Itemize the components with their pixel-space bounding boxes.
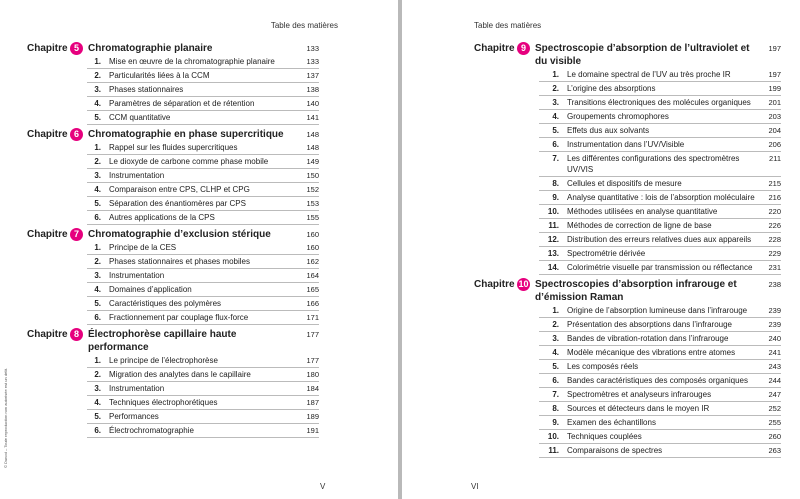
section-page-number: 153: [306, 199, 319, 208]
section-entry: [539, 219, 781, 233]
chapter-heading: [27, 228, 319, 241]
section-title: Instrumentation: [109, 271, 165, 280]
section-page-number: 215: [768, 179, 781, 188]
chapter-page-number: 197: [768, 44, 781, 53]
section-page-number: 162: [306, 257, 319, 266]
section-page-number: 133: [306, 57, 319, 66]
section-entry: [539, 96, 781, 110]
chapter-page-number: 133: [306, 44, 319, 53]
section-number: 5.: [94, 299, 101, 308]
section-page-number: 201: [768, 98, 781, 107]
section-page-number: 177: [306, 356, 319, 365]
section-entry: [87, 368, 319, 382]
section-entry: [539, 233, 781, 247]
section-title: Le principe de l’électrophorèse: [109, 356, 218, 365]
section-entry: [87, 183, 319, 197]
section-entry: [539, 247, 781, 261]
section-page-number: 247: [768, 390, 781, 399]
section-number: 3.: [94, 384, 101, 393]
section-entry: [87, 141, 319, 155]
section-number: 3.: [94, 85, 101, 94]
section-entry: [539, 304, 781, 318]
section-title: Performances: [109, 412, 159, 421]
section-page-number: 252: [768, 404, 781, 413]
chapter-entry: [27, 228, 319, 325]
section-number: 5.: [552, 362, 559, 371]
section-number: 2.: [94, 257, 101, 266]
chapter-title: Chromatographie en phase supercritique: [88, 129, 284, 140]
section-entry: [539, 191, 781, 205]
section-page-number: 240: [768, 334, 781, 343]
chapter-label: Chapitre: [27, 329, 68, 340]
section-page-number: 138: [306, 85, 319, 94]
chapter-label: Chapitre: [474, 279, 515, 290]
section-entry: [539, 124, 781, 138]
section-entry: [87, 155, 319, 169]
section-page-number: 141: [306, 113, 319, 122]
section-entry: [87, 283, 319, 297]
section-number: 10.: [547, 432, 559, 441]
section-number: 6.: [552, 376, 559, 385]
section-title: Instrumentation: [109, 384, 165, 393]
section-number: 1.: [552, 306, 559, 315]
chapter-page-number: 148: [306, 130, 319, 139]
section-entry: [87, 255, 319, 269]
section-number: 3.: [552, 334, 559, 343]
section-title: Fractionnement par couplage flux-force: [109, 313, 249, 322]
section-entry: [87, 97, 319, 111]
section-number: 13.: [547, 249, 559, 258]
section-number: 2.: [552, 84, 559, 93]
chapter-title: Spectroscopie d’absorption de l’ultraviolet et du visible: [535, 43, 750, 67]
section-entry: [87, 111, 319, 125]
section-page-number: 197: [768, 70, 781, 79]
section-title: Phases stationnaires: [109, 85, 184, 94]
section-title: Techniques électrophorétiques: [109, 398, 218, 407]
section-entry: [87, 410, 319, 424]
section-number: 6.: [94, 313, 101, 322]
section-number: 9.: [552, 418, 559, 427]
section-title: Le dioxyde de carbone comme phase mobile: [109, 157, 269, 166]
section-title: Séparation des énantiomères par CPS: [109, 199, 246, 208]
section-page-number: 150: [306, 171, 319, 180]
section-title: Phases stationnaires et phases mobiles: [109, 257, 250, 266]
section-title: Présentation des absorptions dans l’infrarouge: [567, 320, 732, 329]
section-entry: [87, 297, 319, 311]
section-number: 1.: [94, 143, 101, 152]
running-head: Table des matières: [474, 21, 542, 30]
section-entry: [87, 83, 319, 97]
right-page: [402, 0, 800, 499]
section-entry: [539, 402, 781, 416]
section-title: Instrumentation dans l’UV/Visible: [567, 140, 685, 149]
section-page-number: 231: [768, 263, 781, 272]
section-number: 14.: [547, 263, 559, 272]
section-title: Colorimétrie visuelle par transmission ou réflectance: [567, 263, 753, 272]
section-title: Caractéristiques des polymères: [109, 299, 222, 308]
section-title: Groupements chromophores: [567, 112, 669, 121]
page-number: VI: [471, 482, 479, 491]
section-number: 11.: [548, 221, 559, 230]
section-title: Distribution des erreurs relatives dues aux appareils: [567, 235, 752, 244]
section-number: 3.: [94, 271, 101, 280]
section-title: Sources et détecteurs dans le moyen IR: [567, 404, 710, 413]
chapter-number-badge: 7: [70, 228, 83, 241]
section-title: Les composés réels: [567, 362, 639, 371]
section-number: 11.: [548, 446, 559, 455]
chapter-number-badge: 9: [517, 42, 530, 55]
section-number: 8.: [552, 404, 559, 413]
section-page-number: 239: [768, 306, 781, 315]
chapter-title: Chromatographie planaire: [88, 43, 213, 54]
section-page-number: 165: [306, 285, 319, 294]
section-entry: [87, 354, 319, 368]
section-page-number: 187: [306, 398, 319, 407]
section-number: 2.: [552, 320, 559, 329]
section-title: Principe de la CES: [109, 243, 177, 252]
section-title: Rappel sur les fluides supercritiques: [109, 143, 238, 152]
section-entry: [87, 382, 319, 396]
section-entry: [87, 69, 319, 83]
section-title: Cellules et dispositifs de mesure: [567, 179, 682, 188]
section-number: 4.: [552, 112, 559, 121]
section-entry: [87, 197, 319, 211]
chapter-label: Chapitre: [27, 129, 68, 140]
chapter-number-badge: 8: [70, 328, 83, 341]
section-title: Origine de l’absorption lumineuse dans l’infrarouge: [567, 306, 748, 315]
chapter-entry: [27, 42, 319, 125]
section-page-number: 260: [768, 432, 781, 441]
section-page-number: 184: [306, 384, 319, 393]
section-number: 4.: [94, 398, 101, 407]
table-of-contents: [474, 42, 781, 461]
section-entry: [539, 430, 781, 444]
section-number: 2.: [94, 71, 101, 80]
chapter-page-number: 238: [768, 280, 781, 289]
copyright-note: © Dunod – Toute reproduction non autorisée est un délit.: [3, 367, 8, 468]
section-title: Techniques couplées: [567, 432, 642, 441]
section-number: 10.: [547, 207, 559, 216]
chapter-page-number: 160: [306, 230, 319, 239]
section-number: 2.: [94, 370, 101, 379]
section-title: L’origine des absorptions: [567, 84, 656, 93]
chapter-entry: [27, 328, 319, 438]
section-number: 8.: [552, 179, 559, 188]
section-title: Domaines d’application: [109, 285, 192, 294]
section-title: Transitions électroniques des molécules organiques: [567, 98, 751, 107]
section-number: 5.: [552, 126, 559, 135]
section-page-number: 243: [768, 362, 781, 371]
section-page-number: 160: [306, 243, 319, 252]
section-number: 4.: [94, 99, 101, 108]
section-title: Bandes caractéristiques des composés organiques: [567, 376, 748, 385]
section-title: Spectrométrie dérivée: [567, 249, 646, 258]
chapter-number-badge: 5: [70, 42, 83, 55]
section-page-number: 152: [306, 185, 319, 194]
section-page-number: 244: [768, 376, 781, 385]
section-entry: [539, 138, 781, 152]
section-entry: [539, 332, 781, 346]
section-page-number: 263: [768, 446, 781, 455]
section-page-number: 137: [306, 71, 319, 80]
chapter-page-number: 177: [306, 330, 319, 339]
chapter-heading: [27, 328, 319, 354]
section-title: Comparaisons de spectres: [567, 446, 663, 455]
section-page-number: 216: [768, 193, 781, 202]
section-entry: [539, 177, 781, 191]
section-number: 2.: [94, 157, 101, 166]
section-page-number: 155: [306, 213, 319, 222]
section-number: 3.: [552, 98, 559, 107]
section-entry: [87, 311, 319, 325]
section-title: Méthodes de correction de ligne de base: [567, 221, 712, 230]
section-number: 3.: [94, 171, 101, 180]
section-title: Instrumentation: [109, 171, 165, 180]
section-number: 12.: [547, 235, 559, 244]
chapter-title: Spectroscopies d’absorption infrarouge et d’émission Raman: [535, 279, 737, 303]
page-number: V: [320, 482, 326, 491]
section-entry: [539, 444, 781, 458]
chapter-entry: [474, 278, 781, 458]
chapter-label: Chapitre: [27, 229, 68, 240]
section-page-number: 255: [768, 418, 781, 427]
section-number: 4.: [94, 185, 101, 194]
section-entry: [539, 360, 781, 374]
chapter-heading: [27, 42, 319, 55]
section-number: 5.: [94, 199, 101, 208]
section-page-number: 241: [768, 348, 781, 357]
section-title: Méthodes utilisées en analyse quantitative: [567, 207, 718, 216]
section-title: Autres applications de la CPS: [109, 213, 215, 222]
section-entry: [539, 416, 781, 430]
section-number: 4.: [94, 285, 101, 294]
chapter-label: Chapitre: [27, 43, 68, 54]
section-title: Migration des analytes dans le capillaire: [109, 370, 251, 379]
section-title: Le domaine spectral de l’UV au très proche IR: [567, 70, 731, 79]
section-title: Comparaison entre CPS, CLHP et CPG: [109, 185, 250, 194]
section-page-number: 164: [306, 271, 319, 280]
section-page-number: 211: [769, 154, 781, 163]
section-number: 9.: [552, 193, 559, 202]
section-title: Effets dus aux solvants: [567, 126, 650, 135]
section-entry: [539, 82, 781, 96]
section-title: Particularités liées à la CCM: [109, 71, 210, 80]
section-page-number: 180: [306, 370, 319, 379]
section-entry: [539, 374, 781, 388]
section-title: Paramètres de séparation et de rétention: [109, 99, 255, 108]
section-number: 1.: [94, 57, 101, 66]
section-number: 4.: [552, 348, 559, 357]
section-title: Les différentes configurations des spectromètres UV/VIS: [567, 154, 740, 174]
section-title: Mise en œuvre de la chromatographie planaire: [109, 57, 275, 66]
section-title: Analyse quantitative : lois de l’absorption moléculaire: [567, 193, 755, 202]
chapter-heading: [474, 42, 781, 68]
section-entry: [87, 424, 319, 438]
section-page-number: 149: [306, 157, 319, 166]
section-entry: [87, 169, 319, 183]
section-page-number: 206: [768, 140, 781, 149]
section-number: 7.: [552, 390, 559, 399]
section-number: 7.: [552, 154, 559, 163]
section-entry: [87, 211, 319, 225]
section-number: 5.: [94, 113, 101, 122]
section-page-number: 191: [306, 426, 319, 435]
chapter-title: Chromatographie d’exclusion stérique: [88, 229, 271, 240]
section-title: Électrochromatographie: [109, 426, 194, 435]
left-page: [0, 0, 398, 499]
section-number: 5.: [94, 412, 101, 421]
section-entry: [87, 269, 319, 283]
section-title: Examen des échantillons: [567, 418, 656, 427]
section-title: Spectromètres et analyseurs infrarouges: [567, 390, 712, 399]
section-entry: [87, 241, 319, 255]
section-page-number: 199: [768, 84, 781, 93]
section-page-number: 189: [306, 412, 319, 421]
section-title: CCM quantitative: [109, 113, 171, 122]
chapter-number-badge: 6: [70, 128, 83, 141]
section-page-number: 203: [768, 112, 781, 121]
section-title: Modèle mécanique des vibrations entre atomes: [567, 348, 736, 357]
section-page-number: 220: [768, 207, 781, 216]
section-page-number: 166: [306, 299, 319, 308]
section-entry: [87, 55, 319, 69]
section-page-number: 171: [306, 313, 319, 322]
section-entry: [539, 68, 781, 82]
section-number: 1.: [552, 70, 559, 79]
section-entry: [539, 261, 781, 275]
section-page-number: 228: [768, 235, 781, 244]
chapter-heading: [474, 278, 781, 304]
section-entry: [539, 346, 781, 360]
section-title: Bandes de vibration-rotation dans l’infrarouge: [567, 334, 729, 343]
section-entry: [539, 318, 781, 332]
chapter-entry: [27, 128, 319, 225]
section-number: 6.: [552, 140, 559, 149]
section-page-number: 239: [768, 320, 781, 329]
chapter-title: Électrophorèse capillaire haute performance: [88, 329, 237, 353]
chapter-number-badge: 10: [518, 279, 529, 289]
chapter-label: Chapitre: [474, 43, 515, 54]
section-page-number: 229: [768, 249, 781, 258]
section-entry: [87, 396, 319, 410]
chapter-heading: [27, 128, 319, 141]
chapter-entry: [474, 42, 781, 275]
section-page-number: 204: [768, 126, 781, 135]
section-entry: [539, 110, 781, 124]
section-page-number: 226: [768, 221, 781, 230]
table-of-contents: [27, 42, 319, 441]
section-number: 6.: [94, 426, 101, 435]
section-page-number: 148: [306, 143, 319, 152]
section-entry: [539, 205, 781, 219]
section-entry: [539, 388, 781, 402]
section-number: 6.: [94, 213, 101, 222]
section-number: 1.: [94, 356, 101, 365]
running-head: Table des matières: [270, 21, 338, 30]
section-entry: [539, 152, 781, 177]
section-number: 1.: [94, 243, 101, 252]
section-page-number: 140: [306, 99, 319, 108]
